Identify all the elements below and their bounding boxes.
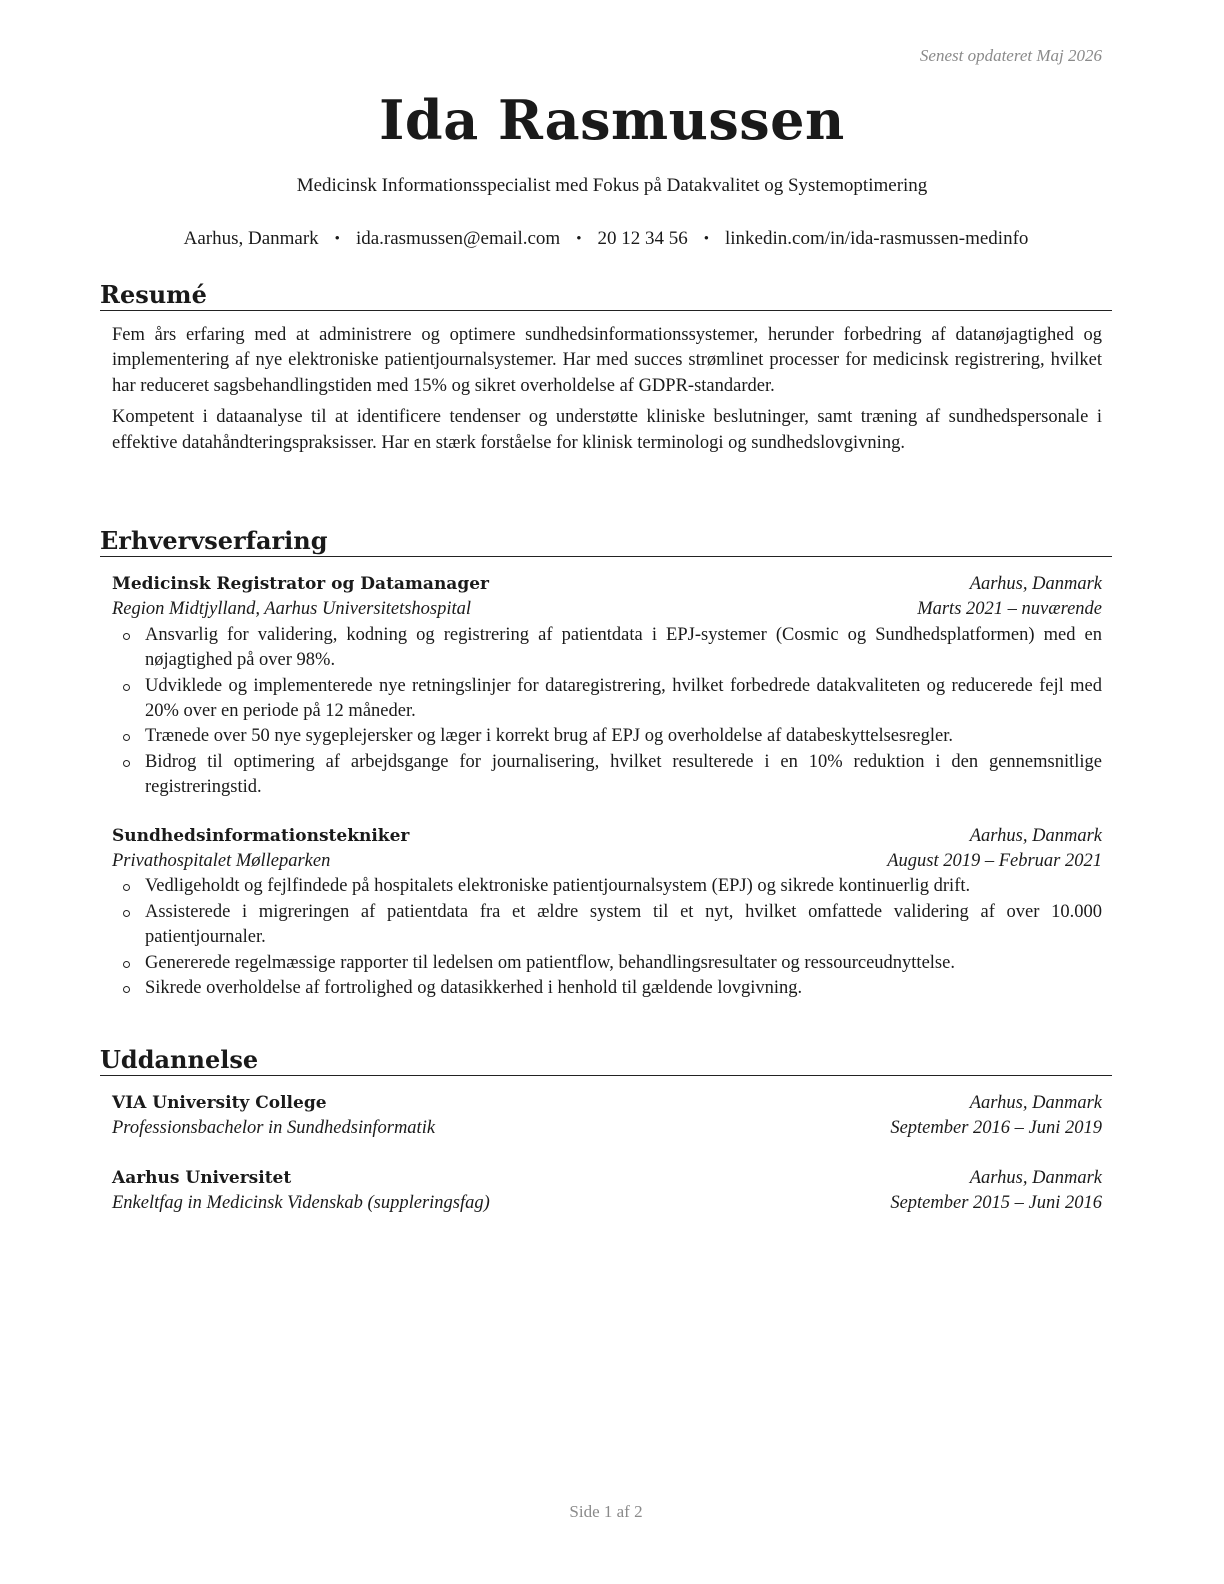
education-section	[100, 1045, 1112, 1217]
job-bullets	[112, 874, 1102, 1001]
degree: Professionsbachelor in Sundhedsinformatik	[112, 1118, 436, 1139]
job-bullet: Assisterede i migreringen af patientdata fra et ældre system til et nyt, hvilket omfattede validering af over 10.000 patientjournaler.	[145, 900, 1102, 951]
job-employer: Privathospitalet Mølleparken	[112, 851, 331, 872]
section-title-summary: Resumé	[100, 280, 1112, 311]
last-updated: Senest opdateret Maj 2026	[919, 46, 1102, 65]
job-bullet: Ansvarlig for validering, kodning og registrering af patientdata i EPJ-systemer (Cosmic og Sundhedsplatformen) med en nøjagtighed på over 98%.	[145, 623, 1102, 674]
education-dates: September 2016 – Juni 2019	[890, 1118, 1102, 1139]
education-dates: September 2015 – Juni 2016	[890, 1193, 1102, 1214]
page-number: Side 1 af 2	[569, 1502, 643, 1521]
job-bullet: Genererede regelmæssige rapporter til ledelsen om patientflow, behandlingsresultater og ressourceudnyttelse.	[145, 951, 1102, 976]
school-name: Aarhus Universitet	[112, 1167, 292, 1188]
headline: Medicinsk Informationsspecialist med Fokus på Datakvalitet og Systemoptimering	[296, 175, 928, 196]
job-entry	[112, 572, 1102, 801]
summary-paragraph: Kompetent i dataanalyse til at identificere tendenser og understøtte kliniske beslutninger, samt træning af sundhedspersonale i effektive datahåndteringspraksisser. Har en stærk forståelse for klinisk terminologi og sundhedslovgivning.	[112, 407, 1102, 453]
section-title-education: Uddannelse	[100, 1045, 1112, 1076]
job-title: Sundhedsinformationstekniker	[112, 825, 410, 846]
job-location: Aarhus, Danmark	[969, 825, 1102, 846]
degree: Enkeltfag in Medicinsk Videnskab (suppleringsfag)	[112, 1193, 490, 1214]
contact-location: Aarhus, Danmark	[183, 228, 319, 249]
section-title-experience: Erhvervserfaring	[100, 526, 1112, 557]
contact-line	[0, 228, 1212, 250]
summary-paragraph: Fem års erfaring med at administrere og optimere sundhedsinformationssystemer, herunder forbedring af datanøjagtighed og implementering af nye elektroniske patientjournalsystemer. Har med succes strømlinet processer for medicinsk registrering, hvilket har reduceret sagsbehandlingstiden med 15% og sikret overholdelse af GDPR-standarder.	[112, 325, 1102, 396]
contact-phone: 20 12 34 56	[597, 228, 688, 249]
job-employer: Region Midtjylland, Aarhus Universitetshospital	[112, 599, 472, 620]
job-bullets	[112, 623, 1102, 801]
bullet-separator: •	[334, 231, 340, 247]
bullet-separator: •	[576, 231, 582, 247]
contact-email[interactable]: ida.rasmussen@email.com	[355, 228, 561, 249]
job-dates: August 2019 – Februar 2021	[887, 851, 1102, 872]
job-bullet: Sikrede overholdelse af fortrolighed og datasikkerhed i henhold til gældende lovgivning.	[145, 976, 1102, 1001]
job-bullet: Vedligeholdt og fejlfindede på hospitalets elektroniske patientjournalsystem (EPJ) og sikrede kontinuerlig drift.	[145, 874, 1102, 899]
education-entry	[112, 1091, 1102, 1142]
job-bullet: Trænede over 50 nye sygeplejersker og læger i korrekt brug af EPJ og overholdelse af databeskyttelsesregler.	[145, 724, 1102, 749]
job-title: Medicinsk Registrator og Datamanager	[112, 574, 489, 594]
contact-linkedin[interactable]: linkedin.com/in/ida-rasmussen-medinfo	[725, 228, 1029, 249]
job-dates: Marts 2021 – nuværende	[917, 599, 1102, 620]
school-name: VIA University College	[112, 1093, 327, 1113]
job-location: Aarhus, Danmark	[969, 574, 1102, 594]
experience-section	[100, 526, 1112, 1002]
job-entry	[112, 824, 1102, 1002]
job-bullet: Udviklede og implementerede nye retningslinjer for dataregistrering, hvilket forbedrede datakvaliteten og reducerede fejl med 20% over en periode på 12 måneder.	[145, 674, 1102, 725]
summary-section	[100, 280, 1112, 456]
job-bullet: Bidrog til optimering af arbejdsgange for journalisering, hvilket resulterede i en 10% reduktion i den gennemsnitlige registreringstid.	[145, 750, 1102, 801]
school-location: Aarhus, Danmark	[969, 1093, 1102, 1113]
bullet-separator: •	[703, 231, 709, 247]
candidate-name: Ida Rasmussen	[379, 88, 845, 152]
school-location: Aarhus, Danmark	[969, 1167, 1102, 1188]
education-entry	[112, 1166, 1102, 1217]
